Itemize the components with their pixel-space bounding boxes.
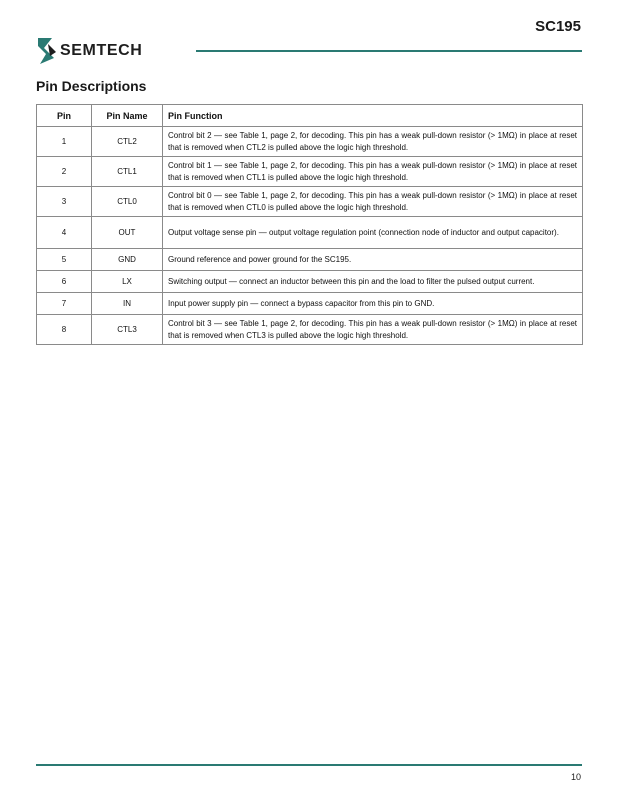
pin-name: CTL1 — [92, 157, 163, 187]
pin-function: Switching output — connect an inductor between this pin and the load to filter the pulsed output current. — [163, 271, 583, 293]
pin-function: Control bit 1 — see Table 1, page 2, for decoding. This pin has a weak pull-down resistor (> 1MΩ) in place at reset that is removed when CTL1 is pulled above the logic high threshold. — [163, 157, 583, 187]
page-number: 10 — [570, 772, 581, 782]
footer-rule — [36, 764, 582, 766]
table-row — [37, 157, 583, 187]
pin-number: 8 — [37, 315, 92, 345]
table-row — [37, 217, 583, 249]
table-row — [37, 315, 583, 345]
header-rule — [196, 50, 582, 52]
pin-number: 1 — [37, 127, 92, 157]
pin-name: CTL0 — [92, 187, 163, 217]
pin-number: 2 — [37, 157, 92, 187]
header-pin-function: Pin Function — [163, 105, 583, 127]
pin-number: 6 — [37, 271, 92, 293]
pin-function: Ground reference and power ground for the SC195. — [163, 249, 583, 271]
pin-function: Output voltage sense pin — output voltage regulation point (connection node of inductor and output capacitor). — [163, 217, 583, 249]
pin-descriptions-table — [36, 104, 583, 345]
pin-function: Control bit 2 — see Table 1, page 2, for decoding. This pin has a weak pull-down resistor (> 1MΩ) in place at reset that is removed when CTL2 is pulled above the logic high threshold. — [163, 127, 583, 157]
part-number: SC195 — [535, 18, 581, 35]
pin-name: IN — [92, 293, 163, 315]
semtech-logo-mark-icon — [36, 36, 58, 66]
pin-number: 5 — [37, 249, 92, 271]
pin-function: Control bit 0 — see Table 1, page 2, for decoding. This pin has a weak pull-down resistor (> 1MΩ) in place at reset that is removed when CTL0 is pulled above the logic high threshold. — [163, 187, 583, 217]
table-header-row — [37, 105, 583, 127]
pin-number: 7 — [37, 293, 92, 315]
pin-name: CTL2 — [92, 127, 163, 157]
pin-function: Control bit 3 — see Table 1, page 2, for decoding. This pin has a weak pull-down resistor (> 1MΩ) in place at reset that is removed when CTL3 is pulled above the logic high threshold. — [163, 315, 583, 345]
pin-name: GND — [92, 249, 163, 271]
pin-name: OUT — [92, 217, 163, 249]
table-row — [37, 187, 583, 217]
pin-name: LX — [92, 271, 163, 293]
header-pin: Pin — [37, 105, 92, 127]
semtech-logo — [36, 36, 196, 68]
table-row — [37, 249, 583, 271]
pin-number: 4 — [37, 217, 92, 249]
table-row — [37, 271, 583, 293]
section-title: Pin Descriptions — [36, 78, 147, 94]
table-row — [37, 293, 583, 315]
header-pin-name: Pin Name — [92, 105, 163, 127]
semtech-logo-text: SEMTECH — [60, 42, 143, 59]
pin-name: CTL3 — [92, 315, 163, 345]
table-row — [37, 127, 583, 157]
pin-function: Input power supply pin — connect a bypass capacitor from this pin to GND. — [163, 293, 583, 315]
pin-number: 3 — [37, 187, 92, 217]
